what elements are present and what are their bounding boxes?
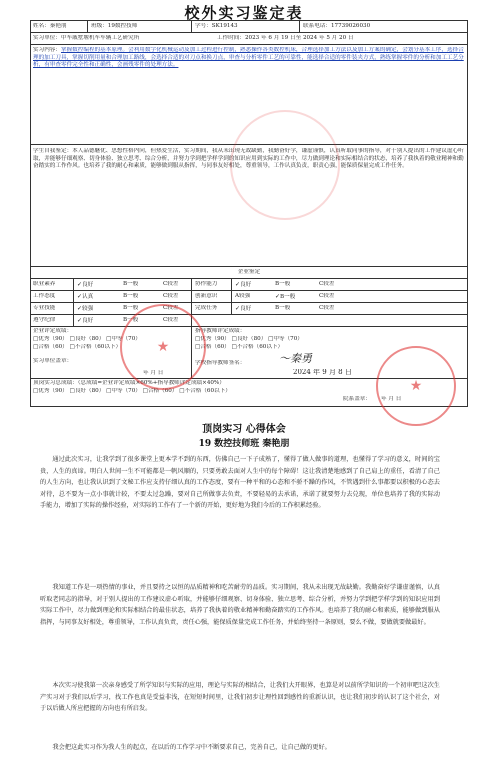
self-text: 本人品德魅优、思想性格内向，但热爱生活，实习期间，我从未出现无故缺勤，我勤奋好学，谦虚谨慎，认真听取同事的指导，对于别人提出的工作建议虚心听取，并能够仔细观察、切身体验、独立思考、综合分析，并努力学到把学样学到的知识应用到实际的工作中，尽力做到理论和实际相结合的状态，培养了我执着的敬业精神和勤奋踏实的工作作风。也培养了我的耐心和素质，能够做到服从指挥，与同事友好相处，尊重领导，工作认真负责，职责心强，能保质保量完成工作任务。: [33, 148, 464, 170]
rating-option: 良好: [82, 282, 94, 288]
final-label: 顶岗实习总成绩：（总成绩=企业评定成绩×60%+指导教师评定成绩×40%）: [33, 380, 225, 386]
teacher-grade-line1: □优秀（90） □良好（80） □中等（70）: [195, 336, 303, 342]
essay-paragraph: 通过此次实习，让我学到了很多课堂上更本学不到的东西，仿佛自己一下子成熟了，懂得了做人做事的道理，也懂得了学习的意义，时间的宝贵，人生的真谛。明白人世间一生不可能都是一帆风顺的，只要勇敢去面对人生中的每个障碍！这让我清楚地感到了自己肩上的重任，看清了自己的人生方向，也让我认识到了文秘工作应支持仔细认真的工作态度，要有一种平和的心态和不骄不躁的作风，不管遇到什么事都要以积极的心态去对待，总不要为一点小事就计较，不要太过急躁，要对自己所做事去负责，不要轻易的去承诺，承诺了就要努力去兑现，单位也培养了我的实际动手能力，增加了实际的操作经验，对实际的工作有了一个新的开始，更好地为我们今后的工作积累经验。: [40, 456, 440, 510]
rating-option: C较差: [163, 281, 179, 287]
teacher-date: 2024 年 9 月 8 日: [293, 369, 352, 376]
ent-sign-label: 实习单位盖章：: [33, 358, 73, 364]
rating-option: 良好: [82, 318, 94, 324]
enterprise-header-row: [31, 267, 467, 279]
final-grade-line: □优秀（90） □良好（80） □中等（70） □合格（60） □不合格（60以下）: [33, 388, 231, 394]
rating-option: 良好: [240, 282, 252, 288]
ent-grade-line1: □优秀（90） □良好（80） □中等（70）: [33, 336, 141, 342]
rating-option: C较差: [163, 305, 179, 311]
name-value: 秦艳朋: [49, 23, 67, 29]
unit-value: 中车戚墅堰机车车辆工艺研究所: [60, 35, 140, 41]
seal-star-icon: ★: [156, 339, 170, 355]
rating-option: B一般: [123, 317, 139, 323]
class-value: 19数控技师: [107, 23, 138, 29]
class-label: 班级：: [91, 23, 108, 29]
rating-option: C较差: [163, 293, 179, 299]
essay-paragraph: 我会把这此实习作为我人生的起点，在以后的工作学习中不断要求自己，完善自己，让自己做的更好。: [52, 744, 331, 751]
rating-option: B一般: [275, 281, 291, 287]
rating-option: 较强: [82, 306, 94, 312]
rating-option: C较差: [319, 281, 335, 287]
rating-option: B一般: [123, 281, 139, 287]
rating-option: C较差: [319, 305, 335, 311]
school-seal: [376, 346, 456, 426]
time-label: 工作时间：: [217, 35, 245, 41]
seal-star-icon: ★: [409, 378, 423, 394]
self-label: 学生自我鉴定：: [33, 148, 73, 154]
teacher-eval-label: 指导教师评定成绩：: [195, 328, 246, 334]
rating-label: 工作态度: [33, 293, 56, 299]
time-value: 2023 年 6 月 19 日至 2024 年 5 月 20 日: [244, 35, 354, 41]
watermark-seal: [230, 110, 340, 220]
teacher-grade-line2: □合格（60） □不合格（60以下）: [195, 344, 284, 350]
info-row: [31, 21, 467, 33]
content-text: 掌握数控编程的基本原理。会利用数字化机械运动及加工过程进行控制，熟悉操作各类数控机床，合理选择加工方法以及加工方案的确定，会划分基本工序，选择合理的加工刀具，掌握切削用量和合理加工路线，会选择合适的对刀点和换刀点，审查与分析零件工艺的可靠性，能选择合适的零件装夹方式，熟练掌握零件的分析和加工工艺分析，有审查零件完全性和正确性，会画残零件的处理方法。: [33, 47, 464, 69]
rating-label: 协作能力: [195, 281, 218, 287]
id-label: 学号：: [195, 23, 212, 29]
form-title: 校外实习鉴定表: [184, 4, 304, 22]
name-label: 姓名：: [33, 23, 50, 29]
rating-row: 职业素养 ✓良好 B一般 C较差 协作能力 ✓良好 B一般 C较差: [31, 279, 467, 291]
rating-option: A较强: [235, 293, 251, 299]
essay-paragraph: 我知道工作是一项热情的事业，并且要持之以恒的品质精神和吃苦耐劳的品质。实习期间，我从未出现无故缺勤。我勤奋好学谦虚谨慎，认真听取老同志的指导，对于别人提出的工作建议虚心听取，并能够仔细观察、切身体验、独立思考、综合分析，并努力学到把学样学到的知识应用到实际工作中，尽力做到理论和实际相结合的最佳状态，培养了我执着的敬业精神和勤奋踏实的工作作风。也培养了我的耐心和素质，能够做到服从指挥，与同事友好相处，尊重领导，工作认真负责，责任心强，能保质保量完成工作任务，并始终坚持一条原则，要么不做，要做就要做最好。: [40, 584, 440, 626]
rating-label: 专业技能: [33, 305, 56, 311]
dept-date: 年 月 日: [381, 396, 402, 402]
dept-label: 院系盖章：: [343, 396, 371, 402]
rating-label: 创新意识: [195, 293, 218, 299]
rating-row: 工作态度 ✓认真 B一般 C较差 创新意识 A较强 ✓B一般 C较差: [31, 291, 467, 303]
rating-option: C较差: [319, 293, 335, 299]
ent-grade-line2: □合格（60） □不合格（60以下）: [33, 344, 122, 350]
ent-eval-label: 企业评定成绩：: [33, 328, 73, 334]
rating-label: 完成任务: [195, 305, 218, 311]
rating-option: B一般: [275, 305, 291, 311]
rating-option: B一般: [123, 305, 139, 311]
ent-date: 年 月 日: [143, 370, 164, 376]
essay-subtitle: 19 数控技师班 秦艳朋: [198, 439, 290, 449]
id-value: SK19143: [211, 23, 238, 29]
rating-option: B一般: [123, 293, 139, 299]
rating-option: C较差: [163, 317, 179, 323]
phone-value: 17739026030: [330, 23, 371, 29]
essay-title: 顶岗实习 心得体会: [202, 424, 286, 435]
enterprise-header: 企业鉴定: [237, 269, 261, 275]
content-label: 实习内容：: [33, 47, 61, 53]
teacher-sign-label: 学校指导教师签名：: [195, 360, 246, 366]
rating-label: 职业素养: [33, 281, 56, 287]
rating-option: B一般: [280, 294, 296, 300]
unit-row: [31, 33, 467, 45]
phone-label: 联系电话：: [303, 23, 331, 29]
unit-label: 实习单位：: [33, 35, 61, 41]
teacher-signature: ～秦勇: [279, 352, 312, 365]
essay-paragraph: 本次实习使我第一次亲身感受了所学知识与实际的应用，理论与实际的相结合，让我们大开眼界，也算是对以前所学知识的一个初审吧!这次生产实习对于我们以后学习，找工作也真是受益非浅，在短短时间里，让我们初步让理性回到感性的重新认识，也让我们初步的认识了这个社会，对于以后做人所应把握的方向也有所启发。: [40, 682, 440, 713]
rating-option: 认真: [82, 294, 94, 300]
rating-option: 良好: [240, 306, 252, 312]
company-seal: [120, 304, 206, 390]
rating-row: 专业技能 ✓较强 B一般 C较差 完成任务 ✓良好 B一般 C较差: [31, 303, 467, 315]
rating-row: 遵守纪律 ✓良好 B一般 C较差: [31, 315, 467, 327]
rating-label: 遵守纪律: [33, 317, 56, 323]
